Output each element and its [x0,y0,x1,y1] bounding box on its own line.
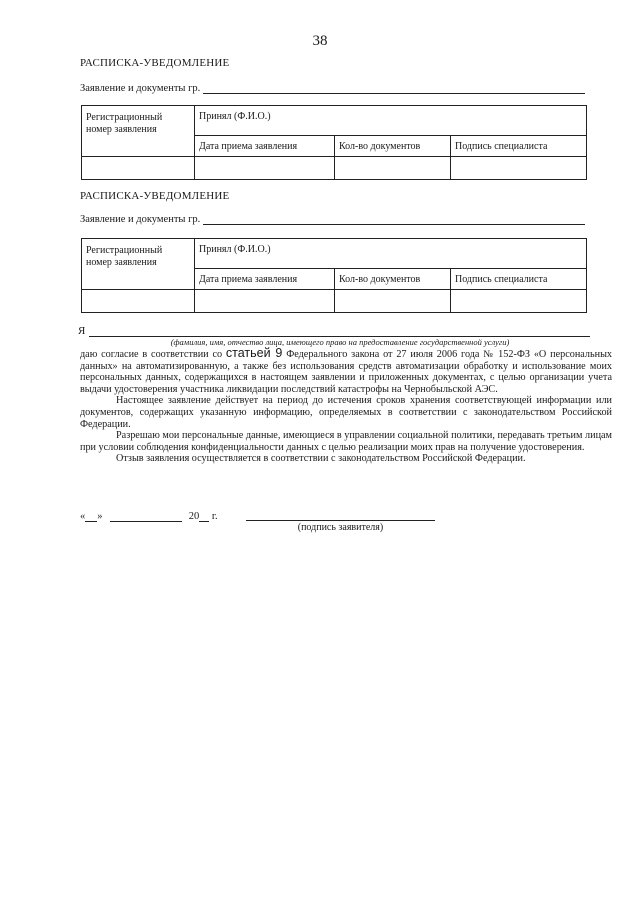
consent-p1-rest: Федерального закона от 27 июля 2006 года № 152-ФЗ «О персональных данных» на автоматизированную, а также без использования средств автоматизации обработку и использование моих персональных данных, содержащихся в настоящем заявлении и приложенных документах, с целью организации учета выдачи удостоверения участника ликвидации последствий катастрофы на Чернобыльской АЭС. [80,349,613,395]
date-cell-2 [195,290,335,313]
year-blank [199,510,209,522]
date-line [80,510,218,522]
docs-label-1: Заявление и документы гр. [80,83,201,94]
reg-number-header-1 [82,106,195,157]
count-header-1: Кол-во документов [335,136,451,157]
count-cell-1 [335,157,451,180]
reg-number-header-2 [82,239,195,290]
docs-label-2: Заявление и документы гр. [80,214,201,225]
day-blank [85,510,97,522]
applicant-name-line [78,325,590,337]
count-header-2: Кол-во документов [335,269,451,290]
signature-caption: (подпись заявителя) [297,522,384,533]
applicant-name-fill [89,325,590,337]
receipt-table-1 [81,105,587,180]
applicant-name-caption: (фамилия, имя, отчество лица, имеющего право на предоставление государственной услуги) [170,337,510,347]
law-reference: статьей 9 [225,346,283,360]
docs-line-1 [80,82,585,94]
docs-fill-line-1 [203,82,585,94]
date-cell-1 [195,157,335,180]
quote-open: « [80,511,86,522]
consent-p1-start: даю согласие в соответствии со [80,349,226,360]
docs-line-2 [80,213,585,225]
signature-line [246,520,435,521]
docs-fill-line-2 [203,213,585,225]
sign-cell-2 [451,290,587,313]
consent-paragraph-1 [80,348,612,395]
receipt-title-2: РАСПИСКА-УВЕДОМЛЕНИЕ [80,190,230,202]
page-number: 38 [312,33,328,49]
reg-number-cell-1 [82,157,195,180]
quote-close: » [97,511,103,522]
reg-label-line1-2: Регистрационный [86,245,163,256]
sign-cell-1 [451,157,587,180]
count-cell-2 [335,290,451,313]
reg-label-line2-2: номер заявления [86,257,157,268]
reg-number-cell-2 [82,290,195,313]
date-header-2: Дата приема заявления [195,269,335,290]
year-prefix: 20 [188,511,200,522]
consent-text [80,348,612,465]
receipt-title-1: РАСПИСКА-УВЕДОМЛЕНИЕ [80,57,230,69]
sign-header-1: Подпись специалиста [451,136,587,157]
date-header-1: Дата приема заявления [195,136,335,157]
month-blank [110,510,182,522]
sign-header-2: Подпись специалиста [451,269,587,290]
year-suffix: г. [211,511,218,522]
reg-label-line2-1: номер заявления [86,124,157,135]
accepted-by-header-2: Принял (Ф.И.О.) [195,239,587,269]
receipt-table-2 [81,238,587,313]
accepted-by-header-1: Принял (Ф.И.О.) [195,106,587,136]
consent-paragraph-3: Разрешаю мои персональные данные, имеющиеся в управлении социальной политики, передавать третьим лицам при условии соблюдения конфиденциальности данных с целью реализации моих прав на получение удостоверения. [80,430,612,453]
consent-paragraph-2: Настоящее заявление действует на период до истечения сроков хранения соответствующей информации или документов, содержащих указанную информацию, определяемых в соответствии с законодательством Российской Федерации. [80,395,612,430]
ya-label: Я [78,325,86,337]
reg-label-line1-1: Регистрационный [86,112,163,123]
consent-paragraph-4: Отзыв заявления осуществляется в соответствии с законодательством Российской Федерации. [116,453,526,465]
